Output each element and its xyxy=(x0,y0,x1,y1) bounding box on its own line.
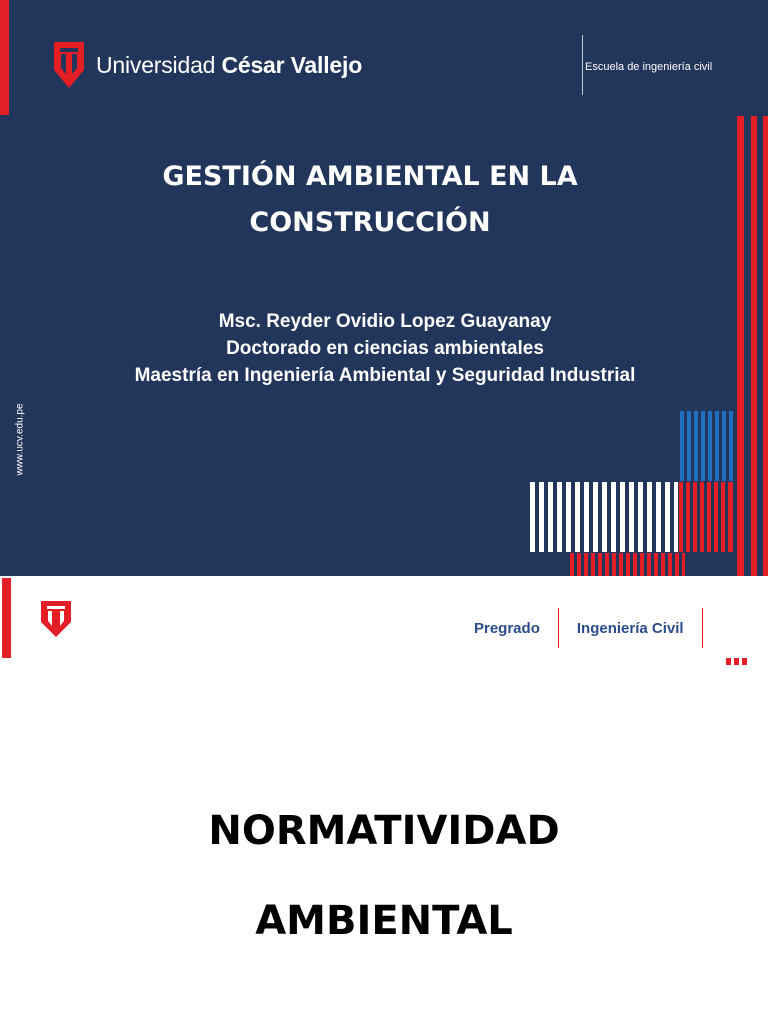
nav-divider xyxy=(702,608,703,648)
author-name: Msc. Reyder Ovidio Lopez Guayanay xyxy=(218,311,552,332)
nav-program: Ingeniería Civil xyxy=(576,619,684,637)
section-heading xyxy=(0,786,768,966)
university-name: Universidad César Vallejo xyxy=(96,51,363,78)
red-mark xyxy=(734,658,739,665)
title-line-1: GESTIÓN AMBIENTAL EN LA xyxy=(162,161,578,192)
program-nav xyxy=(474,608,703,648)
ucv-shield-logo-icon xyxy=(40,600,72,638)
author-degree: Doctorado en ciencias ambientales xyxy=(226,338,544,359)
website-url: www.ucv.edu.pe xyxy=(14,403,26,476)
author-master: Maestría en Ingeniería Ambiental y Seguridad Industrial xyxy=(134,365,636,386)
red-mark xyxy=(726,658,731,665)
content-slide xyxy=(0,576,768,1024)
title-line-2: CONSTRUCCIÓN xyxy=(249,207,491,238)
nav-pregrado: Pregrado xyxy=(474,619,540,637)
heading-line-1: NORMATIVIDAD xyxy=(208,808,560,854)
red-mark xyxy=(742,658,747,665)
red-marks xyxy=(726,658,747,665)
school-name: Escuela de ingeniería civil xyxy=(585,61,713,73)
red-edge-bar xyxy=(2,578,11,658)
heading-line-2: AMBIENTAL xyxy=(255,898,513,944)
nav-divider xyxy=(558,608,559,648)
